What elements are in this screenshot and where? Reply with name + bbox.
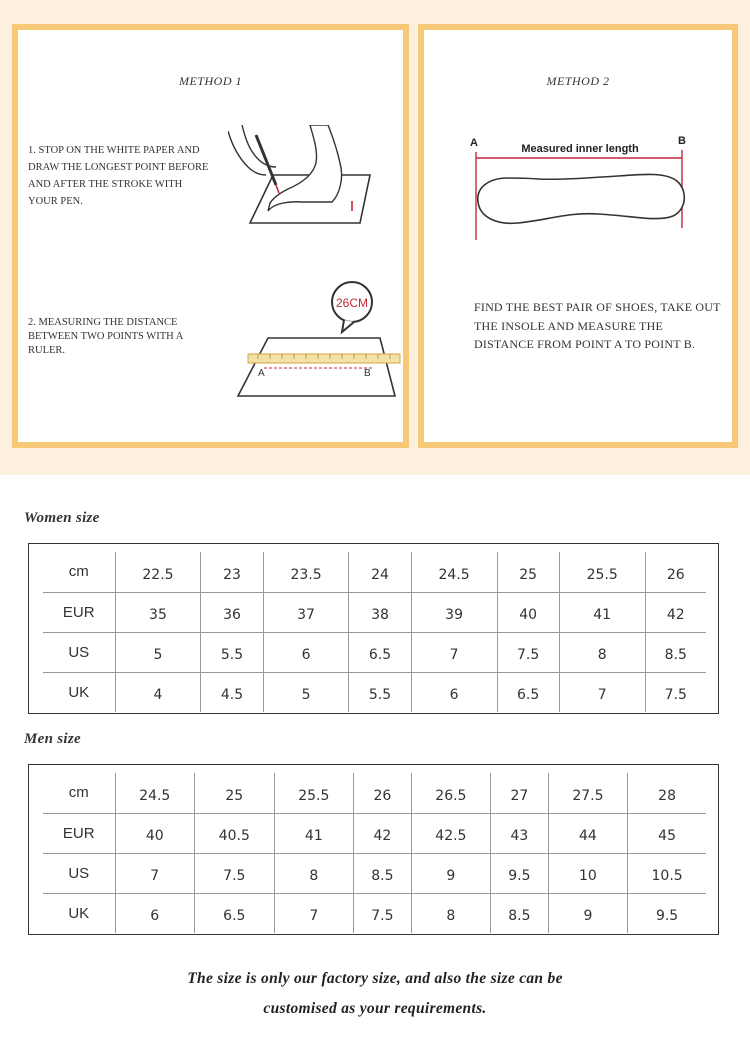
size-cell: 40.5 bbox=[195, 813, 275, 853]
size-cell: 8 bbox=[411, 893, 491, 933]
insole-point-a: A bbox=[470, 137, 478, 149]
size-cell: 7 bbox=[274, 893, 354, 933]
size-cell: 6 bbox=[115, 893, 195, 933]
women-row-cm bbox=[43, 552, 706, 592]
method-1-panel bbox=[12, 24, 409, 448]
size-cell: 36 bbox=[201, 592, 263, 632]
size-cell: 8.5 bbox=[354, 853, 412, 893]
size-cell: 10.5 bbox=[628, 853, 706, 893]
method-2-instructions: FIND THE BEST PAIR OF SHOES, TAKE OUT THE INSOLE AND MEASURE THE DISTANCE FROM POINT A TO POINT B. bbox=[474, 300, 721, 351]
size-cell: 42.5 bbox=[411, 813, 491, 853]
size-cell: 45 bbox=[628, 813, 706, 853]
size-cell: 5.5 bbox=[201, 632, 263, 672]
size-cell: 6.5 bbox=[195, 893, 275, 933]
size-cell: 41 bbox=[274, 813, 354, 853]
women-size-table bbox=[28, 543, 719, 714]
size-cell: 7.5 bbox=[645, 672, 706, 712]
men-size-table bbox=[28, 764, 719, 935]
ruler-measure-illustration bbox=[230, 280, 405, 400]
method-1-title: METHOD 1 bbox=[179, 74, 242, 88]
size-cell: 43 bbox=[491, 813, 549, 853]
size-cell: 23.5 bbox=[263, 552, 349, 592]
insole-measure-illustration bbox=[468, 130, 698, 240]
size-cell: 7 bbox=[411, 632, 497, 672]
size-cell: 7.5 bbox=[497, 632, 559, 672]
row-label: US bbox=[43, 632, 115, 672]
row-label: US bbox=[43, 853, 115, 893]
size-cell: 8 bbox=[559, 632, 645, 672]
size-cell: 25.5 bbox=[274, 773, 354, 813]
size-cell: 6.5 bbox=[349, 632, 411, 672]
row-label: UK bbox=[68, 683, 90, 701]
size-cell: 9.5 bbox=[491, 853, 549, 893]
footer-note-line-1: The size is only our factory size, and also the size can be bbox=[187, 970, 563, 987]
size-cell: 24.5 bbox=[115, 773, 195, 813]
size-cell: 44 bbox=[548, 813, 628, 853]
size-cell: 7.5 bbox=[354, 893, 412, 933]
women-row-us bbox=[43, 632, 706, 672]
row-label: EUR bbox=[43, 592, 115, 632]
size-cell: 9 bbox=[411, 853, 491, 893]
size-cell: 5 bbox=[115, 632, 201, 672]
size-cell: 24.5 bbox=[411, 552, 497, 592]
size-cell: 26 bbox=[354, 773, 412, 813]
size-cell: 25.5 bbox=[559, 552, 645, 592]
size-cell: 6 bbox=[263, 632, 349, 672]
size-cell: 39 bbox=[411, 592, 497, 632]
size-cell: 40 bbox=[497, 592, 559, 632]
size-cell: 24 bbox=[349, 552, 411, 592]
ruler-point-a: A bbox=[258, 368, 265, 379]
men-row-uk bbox=[43, 893, 706, 933]
size-cell: 42 bbox=[354, 813, 412, 853]
size-cell: 25 bbox=[195, 773, 275, 813]
size-cell: 4.5 bbox=[201, 672, 263, 712]
row-label: cm bbox=[43, 773, 115, 813]
insole-point-b: B bbox=[678, 135, 686, 147]
method-1-step-1-text: 1. STOP ON THE WHITE PAPER AND DRAW THE LONGEST POINT BEFORE AND AFTER THE STROKE WITH YOUR PEN. bbox=[28, 145, 209, 207]
size-cell: 8.5 bbox=[645, 632, 706, 672]
size-cell: 7 bbox=[559, 672, 645, 712]
measured-inner-length-label: Measured inner length bbox=[521, 143, 639, 155]
men-size-grid bbox=[43, 773, 706, 933]
ruler-point-b: B bbox=[364, 368, 371, 379]
foot-tracing-illustration bbox=[228, 125, 378, 235]
size-cell: 28 bbox=[628, 773, 706, 813]
men-row-cm bbox=[43, 773, 706, 813]
size-cell: 40 bbox=[115, 813, 195, 853]
size-cell: 7 bbox=[115, 853, 195, 893]
size-cell: 26.5 bbox=[411, 773, 491, 813]
size-cell: 27.5 bbox=[548, 773, 628, 813]
size-cell: 38 bbox=[349, 592, 411, 632]
size-cell: 27 bbox=[491, 773, 549, 813]
men-row-us bbox=[43, 853, 706, 893]
size-cell: 22.5 bbox=[115, 552, 201, 592]
size-cell: 23 bbox=[201, 552, 263, 592]
size-cell: 35 bbox=[115, 592, 201, 632]
size-cell: 5 bbox=[263, 672, 349, 712]
size-cell: 26 bbox=[645, 552, 706, 592]
size-cell: 9 bbox=[548, 893, 628, 933]
ruler-bubble-label: 26CM bbox=[335, 296, 369, 310]
women-size-title: Women size bbox=[24, 510, 100, 526]
size-cell: 25 bbox=[497, 552, 559, 592]
row-label: EUR bbox=[43, 813, 115, 853]
size-cell: 42 bbox=[645, 592, 706, 632]
size-cell: 7.5 bbox=[195, 853, 275, 893]
size-cell: 10 bbox=[548, 853, 628, 893]
size-cell: 8.5 bbox=[491, 893, 549, 933]
method-2-panel bbox=[418, 24, 738, 448]
size-cell: 41 bbox=[559, 592, 645, 632]
size-cell: 4 bbox=[115, 672, 201, 712]
size-cell: 9.5 bbox=[628, 893, 706, 933]
row-label: cm bbox=[43, 552, 115, 592]
size-cell: 5.5 bbox=[349, 672, 411, 712]
women-row-uk bbox=[43, 672, 706, 712]
footer-note bbox=[0, 964, 750, 1024]
measuring-guide-band bbox=[0, 0, 750, 475]
method-2-title: METHOD 2 bbox=[546, 74, 610, 88]
size-cell: 6 bbox=[411, 672, 497, 712]
women-size-grid bbox=[43, 552, 706, 712]
row-label: UK bbox=[68, 904, 90, 922]
size-cell: 6.5 bbox=[497, 672, 559, 712]
size-cell: 37 bbox=[263, 592, 349, 632]
footer-note-line-2: customised as your requirements. bbox=[263, 1000, 487, 1017]
method-1-step-2-text: 2. MEASURING THE DISTANCE BETWEEN TWO POINTS WITH A RULER. bbox=[28, 317, 183, 356]
women-row-eur bbox=[43, 592, 706, 632]
men-row-eur bbox=[43, 813, 706, 853]
size-cell: 8 bbox=[274, 853, 354, 893]
men-size-title: Men size bbox=[24, 731, 81, 747]
